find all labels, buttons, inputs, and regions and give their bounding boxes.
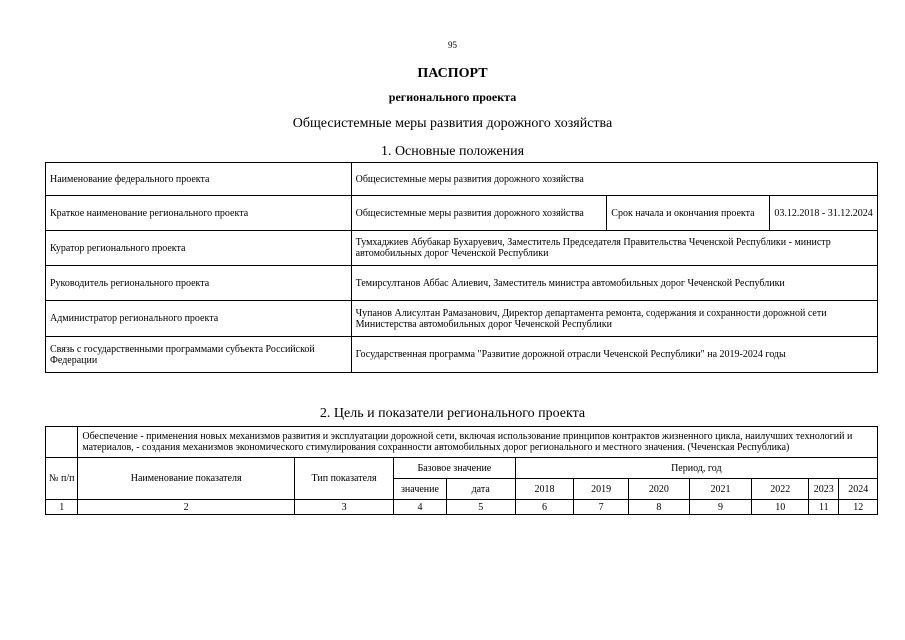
column-number: 1 — [46, 500, 78, 515]
row-label: Руководитель регионального проекта — [46, 266, 352, 301]
basic-provisions-table — [45, 162, 878, 373]
year-header: 2021 — [689, 479, 752, 500]
table-row — [46, 196, 878, 231]
term-label: Срок начала и окончания проекта — [607, 196, 770, 231]
goal-spacer — [46, 427, 78, 458]
year-header: 2019 — [574, 479, 629, 500]
year-header: 2020 — [628, 479, 689, 500]
indicator-header: Наименование показателя — [78, 458, 295, 500]
base-date-header: дата — [446, 479, 515, 500]
period-header: Период, год — [515, 458, 877, 479]
base-header: Базовое значение — [394, 458, 515, 479]
row-label: Куратор регионального проекта — [46, 231, 352, 266]
section2-heading: 2. Цель и показатели регионального проекта — [319, 406, 586, 421]
year-header: 2023 — [809, 479, 839, 500]
column-numbers-row — [46, 500, 878, 515]
column-number: 5 — [446, 500, 515, 515]
type-header: Тип показателя — [294, 458, 393, 500]
page-number: 95 — [448, 40, 457, 50]
goal-row — [46, 427, 878, 458]
page-title: ПАСПОРТ — [417, 66, 488, 81]
column-number: 9 — [689, 500, 752, 515]
page-subtitle: регионального проекта — [388, 90, 517, 104]
num-header: № п/п — [46, 458, 78, 500]
base-value-header: значение — [394, 479, 447, 500]
row-label: Администратор регионального проекта — [46, 301, 352, 337]
column-number: 7 — [574, 500, 629, 515]
header-row — [46, 458, 878, 479]
column-number: 2 — [78, 500, 295, 515]
table-row — [46, 266, 878, 301]
indicators-table — [45, 426, 878, 515]
row-value: Чупанов Алисултан Рамазанович, Директор департамента ремонта, содержания и сохранности дорожной сети Министерства автомобильных дорог Чеченской Республики — [351, 301, 877, 337]
row-label: Связь с государственными программами субъекта Российской Федерации — [46, 337, 352, 373]
column-number: 6 — [515, 500, 574, 515]
table-row — [46, 337, 878, 373]
column-number: 4 — [394, 500, 447, 515]
term-value: 03.12.2018 - 31.12.2024 — [770, 196, 878, 231]
project-name: Общесистемные меры развития дорожного хозяйства — [292, 116, 613, 131]
column-number: 8 — [628, 500, 689, 515]
year-header: 2024 — [839, 479, 878, 500]
row-value: Общесистемные меры развития дорожного хозяйства — [351, 196, 607, 231]
row-value: Общесистемные меры развития дорожного хозяйства — [351, 163, 877, 196]
row-label: Краткое наименование регионального проекта — [46, 196, 352, 231]
table-row — [46, 301, 878, 337]
section1-heading: 1. Основные положения — [380, 144, 525, 159]
goal-text: Обеспечение - применения новых механизмов развития и эксплуатации дорожной сети, включая использование принципов контрактов жизненного цикла, наилучших технологий и материалов, - создания механизмов экономического стимулирования сохранности автомобильных дорог регионального и местного значения. (Чеченская Республика) — [78, 427, 878, 458]
column-number: 12 — [839, 500, 878, 515]
year-header: 2022 — [752, 479, 809, 500]
row-value: Государственная программа "Развитие дорожной отрасли Чеченской Республики" на 2019-2024 годы — [351, 337, 877, 373]
column-number: 10 — [752, 500, 809, 515]
row-value: Тумхаджиев Абубакар Бухаруевич, Заместитель Председателя Правительства Чеченской Республики - министр автомобильных дорог Чеченской Республики — [351, 231, 877, 266]
table-row — [46, 231, 878, 266]
column-number: 3 — [294, 500, 393, 515]
column-number: 11 — [809, 500, 839, 515]
table-row — [46, 163, 878, 196]
row-value: Темирсултанов Аббас Алиевич, Заместитель министра автомобильных дорог Чеченской Республики — [351, 266, 877, 301]
year-header: 2018 — [515, 479, 574, 500]
row-label: Наименование федерального проекта — [46, 163, 352, 196]
